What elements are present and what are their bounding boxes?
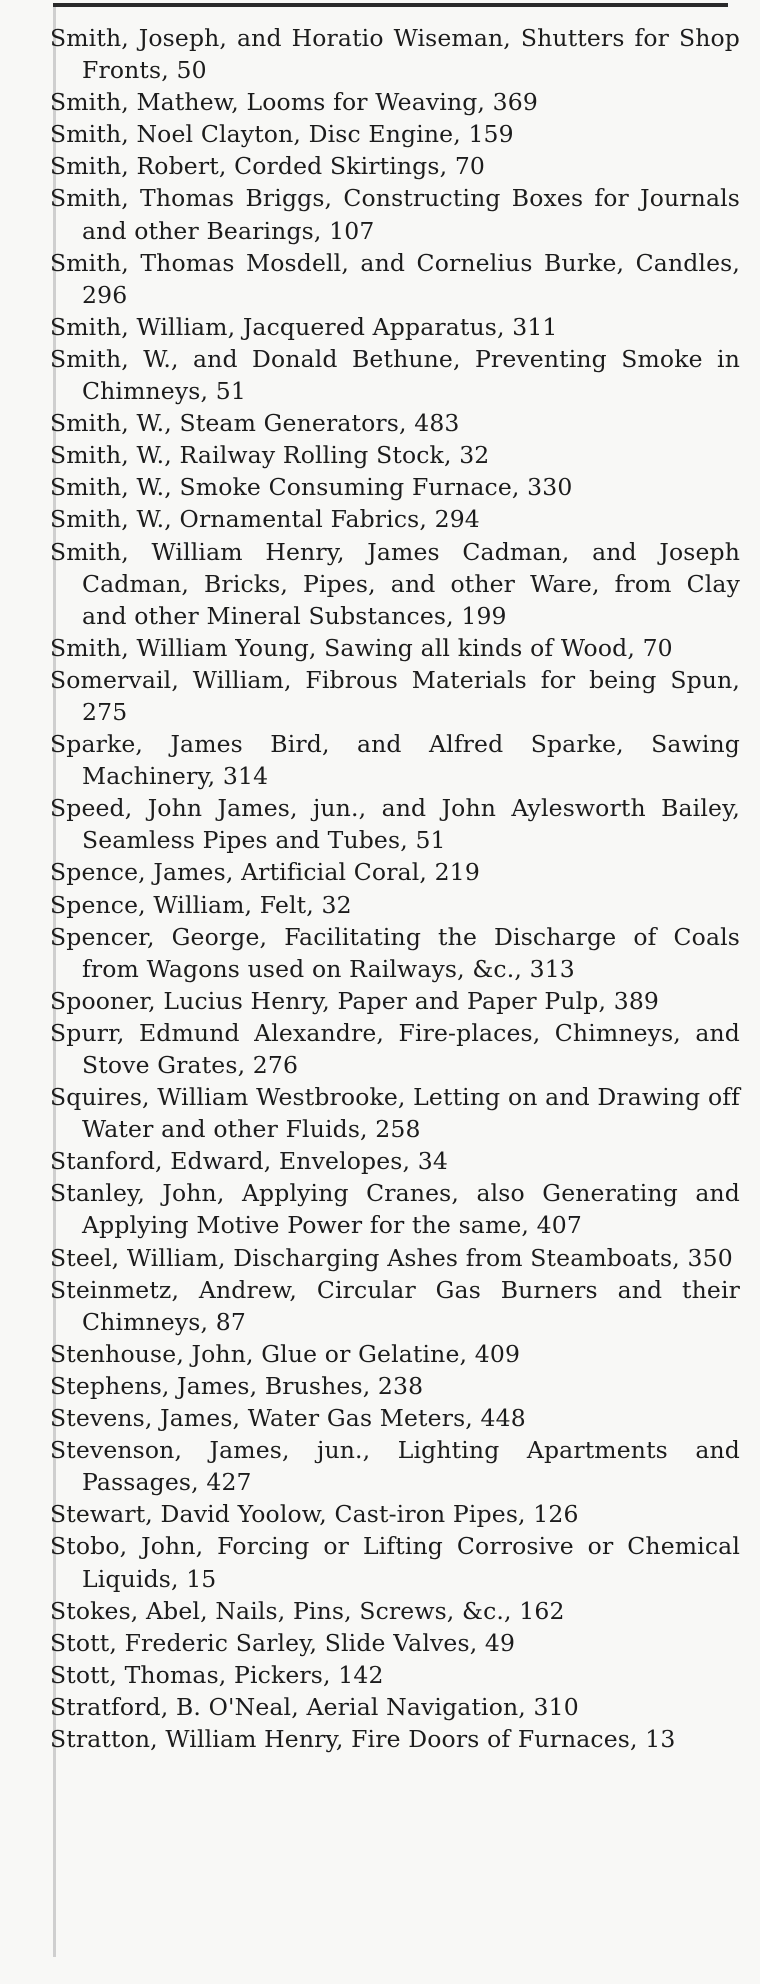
top-rule <box>53 3 728 7</box>
index-entry: Spence, James, Artificial Coral, 219 <box>50 858 480 887</box>
index-entry: Smith, Mathew, Looms for Weaving, 369 <box>50 88 538 117</box>
index-entry: Stevenson, James, jun., Lighting Apartments and Passages, 427 <box>50 1436 740 1497</box>
index-entry: Smith, W., Ornamental Fabrics, 294 <box>50 505 480 534</box>
index-entry: Smith, W., and Donald Bethune, Preventing Smoke in Chimneys, 51 <box>50 344 740 406</box>
index-entry: Spencer, George, Facilitating the Discharge of Coals from Wagons used on Railways, &c., 313 <box>50 922 740 983</box>
index-entry: Stevens, James, Water Gas Meters, 448 <box>50 1404 526 1433</box>
index-entry: Stenhouse, John, Glue or Gelatine, 409 <box>50 1339 521 1368</box>
index-entry: Somervail, William, Fibrous Materials for being Spun, 275 <box>50 665 740 726</box>
index-entry: Stanley, John, Applying Cranes, also Generating and Applying Motive Power for the same, 407 <box>50 1179 740 1240</box>
index-entry: Stephens, James, Brushes, 238 <box>50 1371 424 1400</box>
index-entry: Stewart, David Yoolow, Cast-iron Pipes, 126 <box>50 1500 579 1529</box>
index-entry: Smith, Thomas Briggs, Constructing Boxes for Journals and other Bearings, 107 <box>50 184 740 245</box>
index-entry: Steel, William, Discharging Ashes from Steamboats, 350 <box>50 1243 733 1272</box>
index-entry: Smith, Robert, Corded Skirtings, 70 <box>50 152 486 181</box>
index-entry: Steinmetz, Andrew, Circular Gas Burners and their Chimneys, 87 <box>50 1275 740 1336</box>
index-entry: Stobo, John, Forcing or Lifting Corrosive or Chemical Liquids, 15 <box>50 1532 740 1593</box>
index-entry: Smith, William, Jacquered Apparatus, 311 <box>50 312 558 341</box>
index-entry: Spurr, Edmund Alexandre, Fire-places, Chimneys, and Stove Grates, 276 <box>50 1018 740 1079</box>
index-entry: Speed, John James, jun., and John Aylesworth Bailey, Seamless Pipes and Tubes, 51 <box>50 794 740 855</box>
index-entry: Stokes, Abel, Nails, Pins, Screws, &c., 162 <box>50 1596 565 1625</box>
index-entry: Stott, Frederic Sarley, Slide Valves, 49 <box>50 1628 516 1657</box>
index-entry: Spooner, Lucius Henry, Paper and Paper Pulp, 389 <box>50 986 660 1015</box>
index-entry: Smith, William Henry, James Cadman, and Joseph Cadman, Bricks, Pipes, and other Ware, from Clay and other Mineral Substances, 199 <box>50 537 740 630</box>
index-entry: Smith, William Young, Sawing all kinds of Wood, 70 <box>50 633 673 662</box>
index-entry: Smith, Noel Clayton, Disc Engine, 159 <box>50 120 514 149</box>
index-entry: Stratford, B. O'Neal, Aerial Navigation, 310 <box>50 1692 579 1721</box>
index-entry: Squires, William Westbrooke, Letting on and Drawing off Water and other Fluids, 258 <box>50 1083 740 1144</box>
index-entry: Spence, William, Felt, 32 <box>50 890 352 919</box>
index-entry: Sparke, James Bird, and Alfred Sparke, Sawing Machinery, 314 <box>50 730 740 791</box>
index-entry: Smith, W., Railway Rolling Stock, 32 <box>50 441 490 470</box>
index-entry: Smith, W., Steam Generators, 483 <box>50 409 460 438</box>
index-entry: Stratton, William Henry, Fire Doors of Furnaces, 13 <box>50 1724 676 1753</box>
index-entry: Stott, Thomas, Pickers, 142 <box>50 1660 384 1689</box>
index-entry: Smith, Joseph, and Horatio Wiseman, Shutters for Shop Fronts, 50 <box>50 24 740 85</box>
index-entry: Smith, W., Smoke Consuming Furnace, 330 <box>50 473 573 502</box>
index-entry: Stanford, Edward, Envelopes, 34 <box>50 1147 448 1176</box>
patent-index-list <box>50 22 740 1755</box>
index-entry: Smith, Thomas Mosdell, and Cornelius Burke, Candles, 296 <box>50 248 740 309</box>
